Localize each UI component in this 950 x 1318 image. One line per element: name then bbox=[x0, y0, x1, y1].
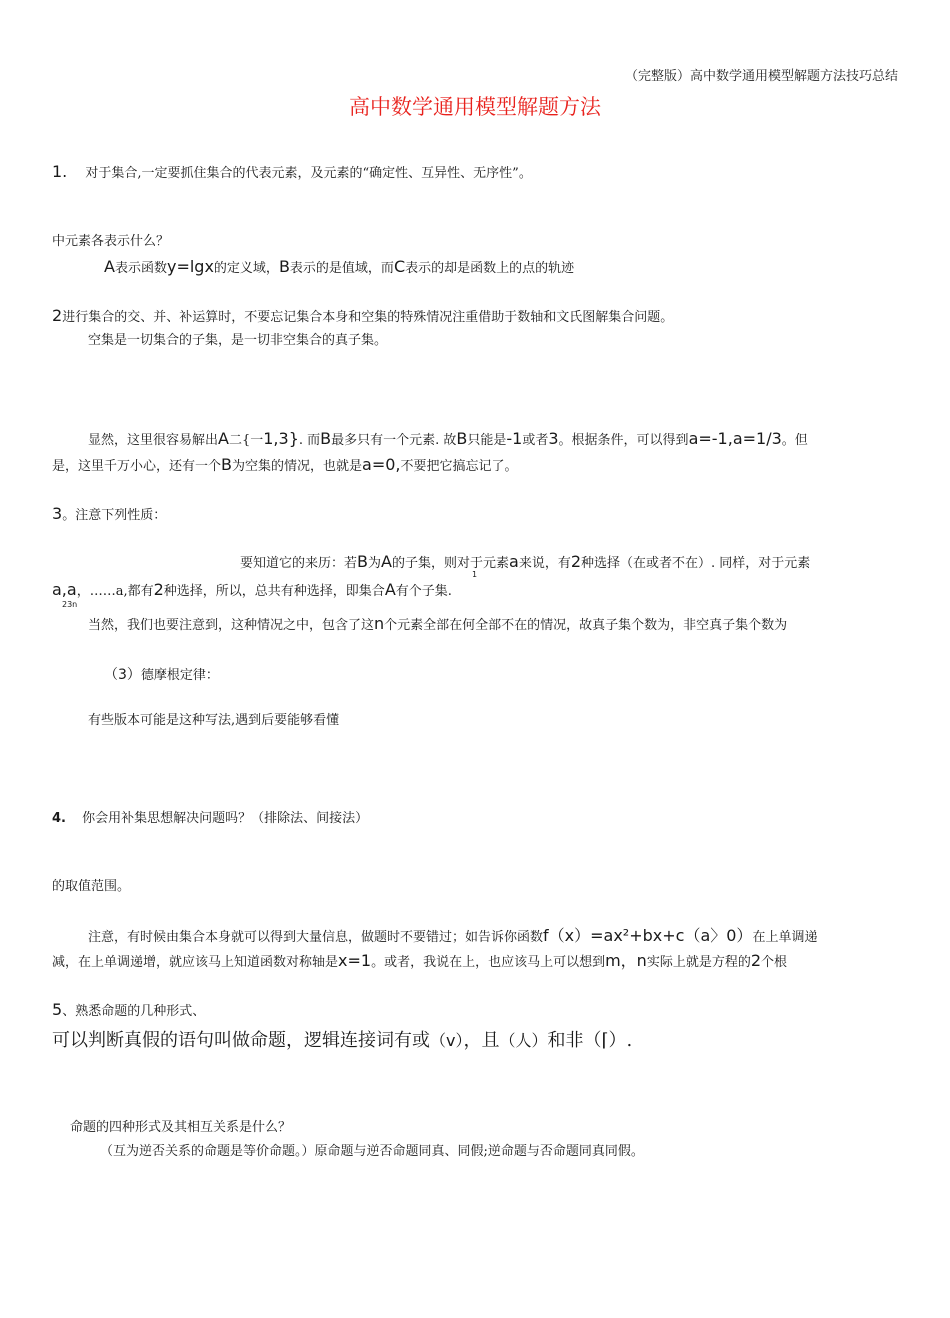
text: . 而 bbox=[298, 433, 321, 448]
text: 表示函数 bbox=[114, 261, 167, 276]
math-function: f（x）=ax²+bx+c（a〉0） bbox=[543, 926, 753, 945]
math: a,a bbox=[52, 580, 77, 599]
section-2-number: 2 bbox=[52, 306, 63, 325]
section-3-title: 。注意下列性质： bbox=[62, 508, 167, 523]
section-5-heading bbox=[52, 1001, 205, 1021]
section-4-text: 你会用补集思想解决问题吗？（排除法、间接法） bbox=[82, 811, 369, 826]
section-3-note: 有些版本可能是这种写法,遇到后要能够看懂 bbox=[88, 713, 340, 728]
section-2-text: 进行集合的交、并、补运算时，不要忘记集合本身和空集的特殊情况注重借助于数轴和文氏图解集合问题。 bbox=[62, 310, 674, 325]
document-title: 高中数学通用模型解题方法 bbox=[349, 95, 601, 119]
section-5-logic-statement bbox=[52, 1029, 632, 1053]
section-4-number: 4. bbox=[52, 811, 66, 826]
item-text: 德摩根定律： bbox=[140, 668, 219, 683]
text: 则对于元素 bbox=[443, 556, 509, 571]
header-note: （完整版）高中数学通用模型解题方法技巧总结 bbox=[624, 69, 898, 84]
text: 的子集， bbox=[391, 556, 444, 571]
text: 注意，有时候由集合本身就可以得到大量信息，做题时不要错过；如告诉你函数 bbox=[88, 930, 544, 945]
section-5-answer: （互为逆否关系的命题是等价命题。）原命题与逆否命题同真、同假;逆命题与否命题同真同假。 bbox=[100, 1144, 644, 1159]
math-A: A bbox=[104, 257, 115, 276]
text: 不要把它搞忘记了。 bbox=[400, 459, 518, 474]
text: 为 bbox=[368, 556, 382, 571]
math: n bbox=[374, 614, 385, 633]
math: 2 bbox=[750, 951, 762, 970]
subscripts-23n: 23n bbox=[62, 600, 78, 609]
section-3-item-3 bbox=[104, 666, 219, 685]
subscript-1: 1 bbox=[472, 570, 478, 579]
symbol-or: （v） bbox=[430, 1031, 464, 1050]
section-1-number: 1. bbox=[52, 162, 68, 181]
text: 显然，这里很容易解出 bbox=[88, 433, 219, 448]
text: 来说，有 bbox=[518, 556, 571, 571]
section-5-question: 命题的四种形式及其相互关系是什么？ bbox=[70, 1120, 292, 1135]
text: 在上单调递 bbox=[752, 930, 818, 945]
math: A bbox=[218, 429, 229, 448]
math: a bbox=[509, 552, 519, 571]
text: 表示的却是函数上的点的轨迹 bbox=[405, 261, 575, 276]
math: x=1 bbox=[338, 951, 372, 970]
section-2-heading bbox=[52, 307, 673, 327]
section-4-range: 的取值范围。 bbox=[52, 879, 131, 894]
text: 有个子集. bbox=[395, 584, 452, 599]
section-2-paragraph-line1 bbox=[88, 430, 808, 450]
text: ，……a bbox=[76, 584, 124, 599]
math: a=-1,a=1/3 bbox=[688, 429, 782, 448]
text: 表示的是值域，而 bbox=[289, 261, 394, 276]
section-3-number: 3 bbox=[52, 504, 63, 523]
section-4-note-line2 bbox=[52, 952, 787, 972]
symbol-not: 和非（⌈）. bbox=[547, 1030, 633, 1051]
text: 实际上就是方程的 bbox=[646, 955, 751, 970]
section-3-line2 bbox=[52, 581, 452, 601]
section-3-line1 bbox=[240, 553, 810, 573]
math: -1 bbox=[506, 429, 523, 448]
section-2-paragraph-line2 bbox=[52, 456, 518, 476]
math: 2 bbox=[153, 580, 164, 599]
math: A bbox=[381, 552, 392, 571]
math-C: C bbox=[393, 257, 406, 276]
section-1-text: 对于集合,一定要抓住集合的代表元素，及元素的“确定性、互异性、无序性”。 bbox=[85, 166, 532, 181]
text: 减，在上单调递增，就应该马上知道函数对称轴是 bbox=[52, 955, 339, 970]
math: 3 bbox=[548, 429, 559, 448]
symbol-and: （人） bbox=[499, 1031, 548, 1050]
math: 2 bbox=[570, 552, 582, 571]
math-B: B bbox=[278, 257, 290, 276]
math-function: y=lgx bbox=[166, 257, 214, 276]
text: 个根 bbox=[761, 955, 788, 970]
section-4-note-line1 bbox=[88, 927, 817, 947]
text: 。或者，我说在上，也应该马上可以想到 bbox=[371, 955, 606, 970]
text: 要知道它的来历：若 bbox=[240, 556, 358, 571]
math: B bbox=[456, 429, 468, 448]
text: 为空集的情况，也就是 bbox=[232, 459, 363, 474]
text: 。但 bbox=[781, 433, 808, 448]
text: 种选择（在或者不在）. 同样，对于元素 bbox=[581, 556, 811, 571]
item-number: （3） bbox=[104, 667, 141, 683]
section-4-heading bbox=[52, 810, 368, 828]
text: 。根据条件，可以得到 bbox=[558, 433, 689, 448]
text: 可以判断真假的语句叫做命题，逻辑连接词有或 bbox=[52, 1030, 430, 1051]
section-1-heading bbox=[52, 163, 532, 183]
section-3-line3 bbox=[88, 615, 787, 635]
text: 最多只有一个元素. 故 bbox=[331, 433, 457, 448]
text: 的定义域， bbox=[213, 261, 279, 276]
math: B bbox=[221, 455, 232, 474]
text: ,都有 bbox=[123, 584, 154, 599]
math: m，n bbox=[605, 951, 647, 970]
math: B bbox=[320, 429, 332, 448]
section-1-answer bbox=[104, 258, 574, 278]
text: 二{一 bbox=[228, 433, 264, 448]
text: 种选择，所以，总共有种选择，即集合 bbox=[163, 584, 385, 599]
section-5-number: 5 bbox=[52, 1000, 63, 1019]
math: 1,3} bbox=[263, 429, 299, 448]
text: 是，这里千万小心，还有一个 bbox=[52, 459, 222, 474]
section-2-line2: 空集是一切集合的子集，是一切非空集合的真子集。 bbox=[88, 333, 388, 348]
text: ，且 bbox=[463, 1030, 500, 1051]
math: B bbox=[357, 552, 368, 571]
section-3-heading bbox=[52, 505, 166, 525]
text: 个元素全部在何全部不在的情况，故真子集个数为，非空真子集个数为 bbox=[384, 618, 788, 633]
text: 或者 bbox=[522, 433, 549, 448]
text: 当然，我们也要注意到，这种情况之中，包含了这 bbox=[88, 618, 375, 633]
section-1-question: 中元素各表示什么？ bbox=[52, 234, 170, 249]
section-5-title: 、熟悉命题的几种形式、 bbox=[62, 1004, 206, 1019]
math: A bbox=[384, 580, 396, 599]
text: 只能是 bbox=[467, 433, 507, 448]
math: a=0, bbox=[362, 455, 401, 474]
